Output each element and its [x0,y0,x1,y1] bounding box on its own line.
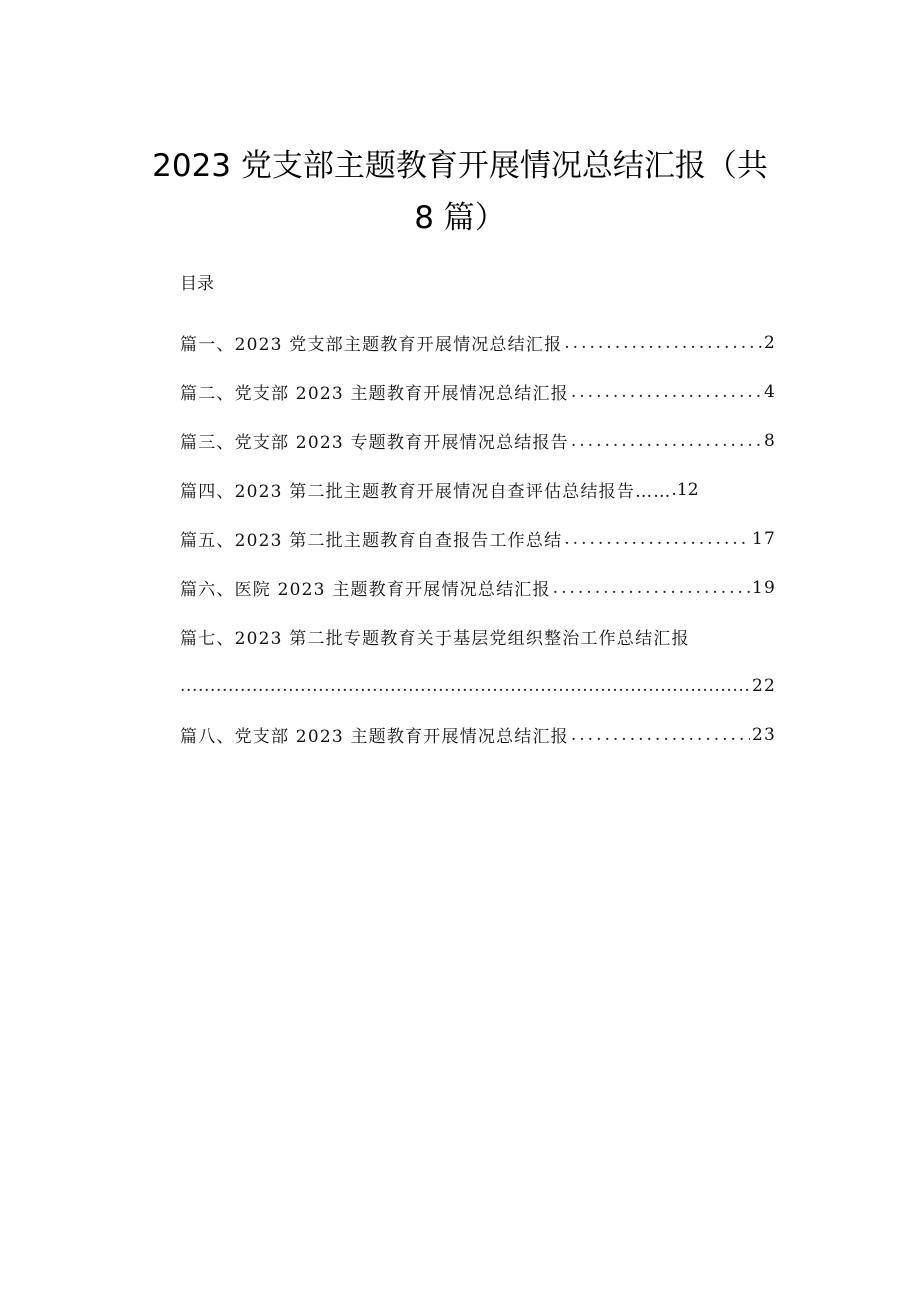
toc-entry-3[interactable] [180,416,776,465]
toc-entry-6[interactable] [180,563,776,612]
toc-leader-dots [180,676,750,696]
toc-leader-dots [564,529,750,549]
title-line-2: 8 篇） [414,200,506,236]
toc-entry-7-continuation[interactable] [180,661,776,710]
toc-leader-dots [571,725,750,745]
toc-entry-page: 22 [751,675,776,696]
toc-entry-8[interactable] [180,710,776,759]
toc-entry-2[interactable] [180,367,776,416]
toc-entry-label: 篇七、2023 第二批专题教育关于基层党组织整治工作总结汇报 [180,629,690,649]
toc-entry-label: 篇八、党支部 2023 主题教育开展情况总结汇报 [180,727,569,747]
toc-entry-page: 19 [751,577,776,598]
document-title [140,140,780,244]
toc-entry-label: 篇一、2023 党支部主题教育开展情况总结汇报 [180,335,563,355]
toc-entry-page: 8 [763,430,776,451]
toc-leader-dots [564,333,762,353]
toc-entry-page: 23 [751,724,776,745]
toc-entry-page: 17 [751,528,776,549]
toc-entry-label: 篇四、2023 第二批主题教育开展情况自查评估总结报告…… [180,482,672,502]
toc-entry-5[interactable] [180,514,776,563]
toc-entry-1[interactable] [180,318,776,367]
toc-entry-7[interactable] [180,612,776,661]
toc-entry-page: .12 [671,479,699,500]
toc-entry-label: 篇五、2023 第二批主题教育自查报告工作总结 [180,531,563,551]
toc-entry-label: 篇二、党支部 2023 主题教育开展情况总结汇报 [180,384,569,404]
toc-entry-4[interactable] [180,465,776,514]
table-of-contents [180,318,776,759]
toc-entry-page: 2 [763,332,776,353]
toc-leader-dots [553,578,750,598]
title-line-1: 2023 党支部主题教育开展情况总结汇报（共 [152,148,768,184]
toc-leader-dots [571,382,762,402]
toc-entry-label: 篇三、党支部 2023 专题教育开展情况总结报告 [180,433,569,453]
toc-entry-page: 4 [763,381,776,402]
toc-entry-label: 篇六、医院 2023 主题教育开展情况总结汇报 [180,580,551,600]
toc-leader-dots [571,431,762,451]
toc-heading: 目录 [180,274,214,294]
